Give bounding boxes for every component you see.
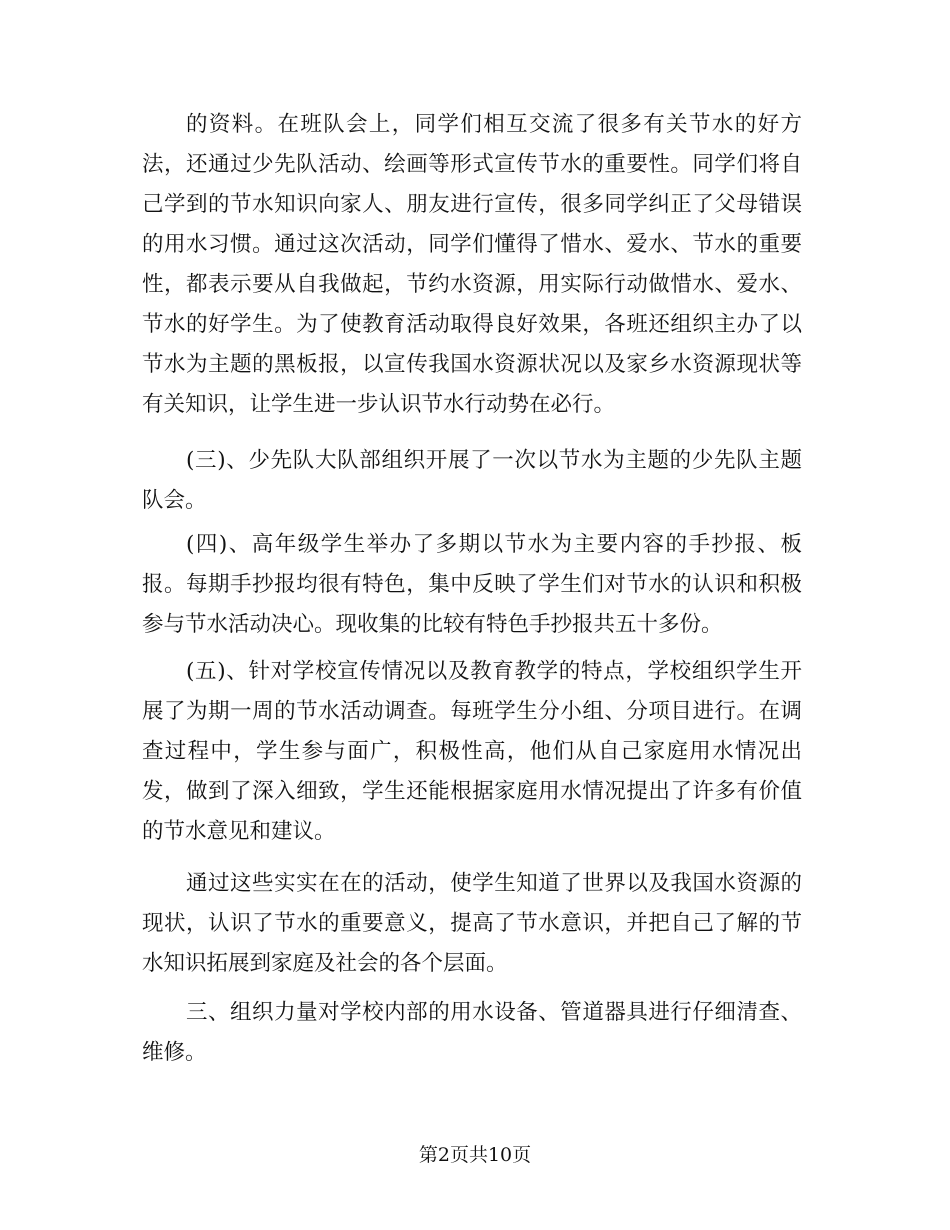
paragraph-line: 己学到的节水知识向家人、朋友进行宣传，很多同学纠正了父母错误 [142, 192, 802, 217]
paragraph-line: 三、组织力量对学校内部的用水设备、管道器具进行仔细清查、 [186, 1000, 802, 1025]
paragraph-line: 展了为期一周的节水活动调查。每班学生分小组、分项目进行。在调 [142, 699, 802, 724]
paragraph-line: 发，做到了深入细致，学生还能根据家庭用水情况提出了许多有价值 [142, 779, 802, 804]
paragraph-line: 维修。 [142, 1040, 207, 1065]
paragraph-line: 有关知识，让学生进一步认识节水行动势在必行。 [142, 392, 616, 417]
paragraph-line: 参与节水活动决心。现收集的比较有特色手抄报共五十多份。 [142, 612, 723, 637]
paragraph-line: 的节水意见和建议。 [142, 819, 336, 844]
paragraph-line: 法，还通过少先队活动、绘画等形式宣传节水的重要性。同学们将自 [142, 152, 802, 177]
paragraph-line: (三)、少先队大队部组织开展了一次以节水为主题的少先队主题 [186, 448, 802, 473]
paragraph-line: 的用水习惯。通过这次活动，同学们懂得了惜水、爱水、节水的重要 [142, 232, 802, 257]
paragraph-line: 查过程中，学生参与面广，积极性高，他们从自己家庭用水情况出 [142, 739, 802, 764]
paragraph-line: (五)、针对学校宣传情况以及教育教学的特点，学校组织学生开 [186, 659, 802, 684]
paragraph-line: 性，都表示要从自我做起，节约水资源，用实际行动做惜水、爱水、 [142, 272, 802, 297]
page-number: 第2页共10页 [418, 1144, 532, 1166]
paragraph-line: (四)、高年级学生举办了多期以节水为主要内容的手抄报、板 [186, 532, 802, 557]
paragraph-line: 报。每期手抄报均很有特色，集中反映了学生们对节水的认识和积极 [142, 572, 802, 597]
paragraph-line: 队会。 [142, 488, 207, 513]
paragraph-line: 的资料。在班队会上，同学们相互交流了很多有关节水的好方 [186, 112, 802, 137]
paragraph-line: 节水为主题的黑板报，以宣传我国水资源状况以及家乡水资源现状等 [142, 352, 802, 377]
paragraph-line: 节水的好学生。为了使教育活动取得良好效果，各班还组织主办了以 [142, 312, 802, 337]
paragraph-line: 通过这些实实在在的活动，使学生知道了世界以及我国水资源的 [186, 871, 802, 896]
paragraph-line: 水知识拓展到家庭及社会的各个层面。 [142, 951, 508, 976]
paragraph-line: 现状，认识了节水的重要意义，提高了节水意识，并把自己了解的节 [142, 911, 802, 936]
